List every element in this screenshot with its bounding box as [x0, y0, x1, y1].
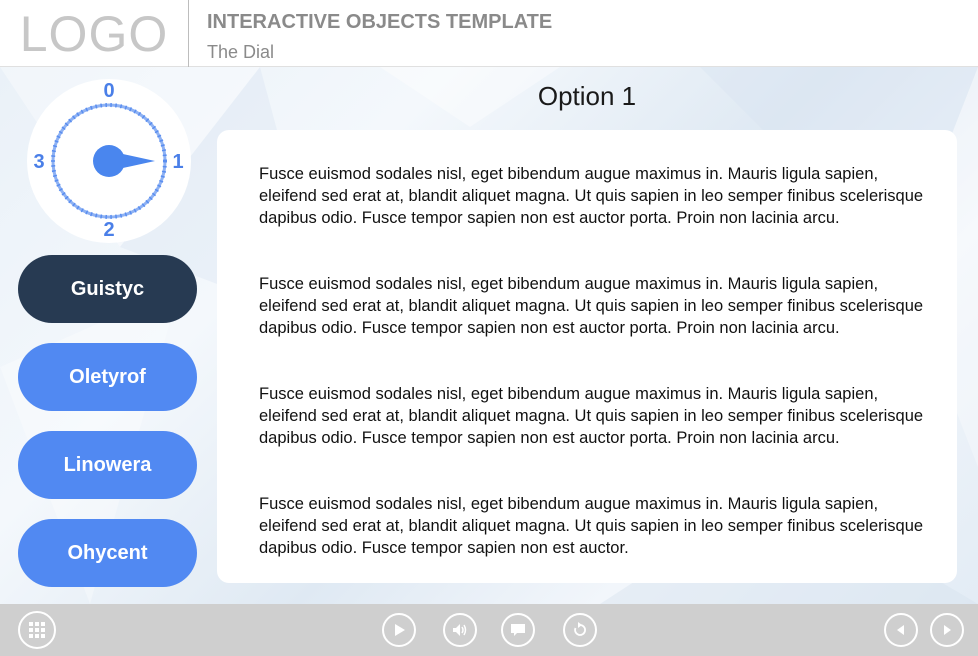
dial-label-0: 0: [103, 80, 115, 102]
logo: LOGO: [0, 0, 189, 67]
option-button-linowera[interactable]: Linowera: [18, 431, 197, 499]
content-panel: [217, 130, 957, 583]
play-button[interactable]: [382, 613, 416, 647]
content-paragraph-1: Fusce euismod sodales nisl, eget bibendum augue maximus in. Mauris ligula sapien, eleifend sed erat at, blandit aliquet magna. Ut quis sapien in leo semper finibus scelerisque dapibus odio. Fusce tempor sapien non est auctor porta. Proin non lacinia arcu.: [259, 165, 924, 227]
option-button-guistyc[interactable]: Guistyc: [18, 255, 197, 323]
next-icon: [941, 624, 953, 636]
header: [0, 0, 978, 67]
dial-label-2: 2: [103, 219, 115, 241]
option-button-ohycent[interactable]: Ohycent: [18, 519, 197, 587]
content-title: Option 1: [537, 81, 637, 111]
replay-icon: [572, 622, 588, 638]
next-button[interactable]: [930, 613, 964, 647]
option-button-oletyrof[interactable]: Oletyrof: [18, 343, 197, 411]
slide-stage: [0, 67, 978, 604]
content-paragraph-4: Fusce euismod sodales nisl, eget bibendum augue maximus in. Mauris ligula sapien, eleifend sed erat at, blandit aliquet magna. Ut quis sapien in leo semper finibus scelerisque dapibus odio. Fusce tempor sapien non est auctor.: [259, 495, 924, 557]
content-paragraph-3: Fusce euismod sodales nisl, eget bibendum augue maximus in. Mauris ligula sapien, eleifend sed erat at, blandit aliquet magna. Ut quis sapien in leo semper finibus scelerisque dapibus odio. Fusce tempor sapien non est auctor porta. Proin non lacinia arcu.: [259, 385, 924, 447]
player-controls: [0, 604, 978, 656]
content-paragraph-2: Fusce euismod sodales nisl, eget bibendum augue maximus in. Mauris ligula sapien, eleifend sed erat at, blandit aliquet magna. Ut quis sapien in leo semper finibus scelerisque dapibus odio. Fusce tempor sapien non est auctor porta. Proin non lacinia arcu.: [259, 275, 924, 337]
captions-button[interactable]: [501, 613, 535, 647]
previous-button[interactable]: [884, 613, 918, 647]
play-icon: [392, 623, 406, 637]
menu-grid-icon: [28, 621, 46, 639]
menu-button[interactable]: [18, 611, 56, 649]
dial-label-1: 1: [172, 151, 184, 173]
slide-subtitle: The Dial: [207, 42, 275, 62]
dial[interactable]: [25, 77, 193, 245]
replay-button[interactable]: [563, 613, 597, 647]
captions-icon: [510, 623, 526, 637]
course-title: INTERACTIVE OBJECTS TEMPLATE: [207, 11, 553, 33]
volume-icon: [452, 623, 468, 637]
dial-label-3: 3: [33, 151, 45, 173]
volume-button[interactable]: [443, 613, 477, 647]
previous-icon: [895, 624, 907, 636]
